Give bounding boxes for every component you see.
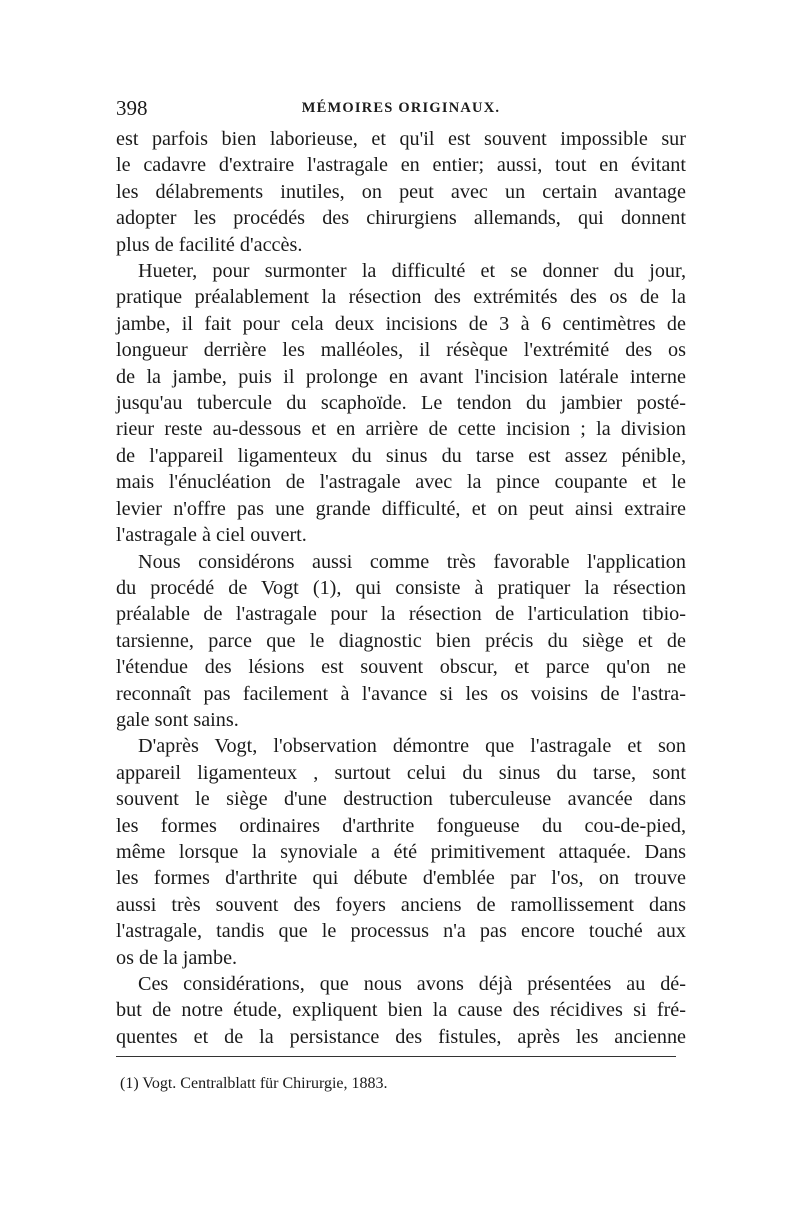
footnote-rule	[116, 1056, 676, 1057]
text-line: gale sont sains.	[116, 708, 239, 731]
text-line: jusqu'au tubercule du scaphoïde. Le tendon du jambier posté-	[116, 392, 686, 415]
text-line: le cadavre d'extraire l'astragale en entier; aussi, tout en évitant	[116, 154, 686, 177]
running-title: MÉMOIRES ORIGINAUX.	[301, 100, 501, 116]
text-line: Ces considérations, que nous avons déjà présentées au dé-	[138, 973, 686, 995]
text-line: les formes ordinaires d'arthrite fongueuse du cou-de-pied,	[116, 814, 686, 837]
text-line: Hueter, pour surmonter la difficulté et se donner du jour,	[138, 260, 686, 283]
text-line: préalable de l'astragale pour la résection de l'articulation tibio-	[116, 603, 686, 626]
text-line: but de notre étude, expliquent bien la cause des récidives si fré-	[116, 999, 686, 1022]
text-line: même lorsque la synoviale a été primitivement attaquée. Dans	[116, 840, 686, 863]
text-line: D'après Vogt, l'observation démontre que l'astragale et son	[138, 735, 686, 758]
footnote: (1) Vogt. Centralblatt für Chirurgie, 1883.	[120, 1075, 388, 1093]
text-line: quentes et de la persistance des fistules, après les ancienne	[116, 1025, 686, 1048]
text-line: les délabrements inutiles, on peut avec un certain avantage	[116, 180, 686, 203]
text-line: est parfois bien laborieuse, et qu'il est souvent impossible sur	[116, 128, 686, 150]
text-line: appareil ligamenteux , surtout celui du sinus du tarse, sont	[116, 761, 686, 784]
page-number: 398	[116, 96, 148, 120]
text-line: de la jambe, puis il prolonge en avant l'incision latérale interne	[116, 365, 686, 388]
text-line: pratique préalablement la résection des extrémités des os de la	[116, 286, 686, 309]
body-text	[116, 126, 686, 1050]
text-line: longueur derrière les malléoles, il résèque l'extrémité des os	[116, 339, 686, 362]
text-line: l'astragale à ciel ouvert.	[116, 524, 307, 547]
text-line: tarsienne, parce que le diagnostic bien précis du siège et de	[116, 629, 686, 652]
page	[116, 96, 686, 1093]
text-line: adopter les procédés des chirurgiens allemands, qui donnent	[116, 207, 686, 230]
paragraph	[116, 126, 686, 258]
paragraph	[116, 258, 686, 548]
text-line: les formes d'arthrite qui débute d'emblée par l'os, on trouve	[116, 867, 686, 890]
text-line: os de la jambe.	[116, 946, 238, 969]
text-line: l'étendue des lésions est souvent obscur, et parce qu'on ne	[116, 656, 686, 679]
text-line: souvent le siège d'une destruction tuberculeuse avancée dans	[116, 788, 686, 811]
text-line: l'astragale, tandis que le processus n'a pas encore touché aux	[116, 920, 686, 943]
text-line: rieur reste au-dessous et en arrière de cette incision ; la division	[116, 418, 686, 441]
text-line: mais l'énucléation de l'astragale avec la pince coupante et le	[116, 471, 686, 494]
page-header	[116, 96, 686, 126]
text-line: aussi très souvent des foyers anciens de ramollissement dans	[116, 893, 686, 916]
text-line: reconnaît pas facilement à l'avance si les os voisins de l'astra-	[116, 682, 686, 705]
text-line: plus de facilité d'accès.	[116, 233, 303, 256]
paragraph	[116, 549, 686, 734]
text-line: levier n'offre pas une grande difficulté, et on peut ainsi extraire	[116, 497, 686, 520]
text-line: jambe, il fait pour cela deux incisions de 3 à 6 centimètres de	[116, 312, 686, 335]
text-line: Nous considérons aussi comme très favorable l'application	[138, 550, 686, 573]
text-line: de l'appareil ligamenteux du sinus du tarse est assez pénible,	[116, 444, 686, 467]
paragraph	[116, 971, 686, 1050]
paragraph	[116, 733, 686, 971]
text-line: du procédé de Vogt (1), qui consiste à pratiquer la résection	[116, 576, 686, 599]
